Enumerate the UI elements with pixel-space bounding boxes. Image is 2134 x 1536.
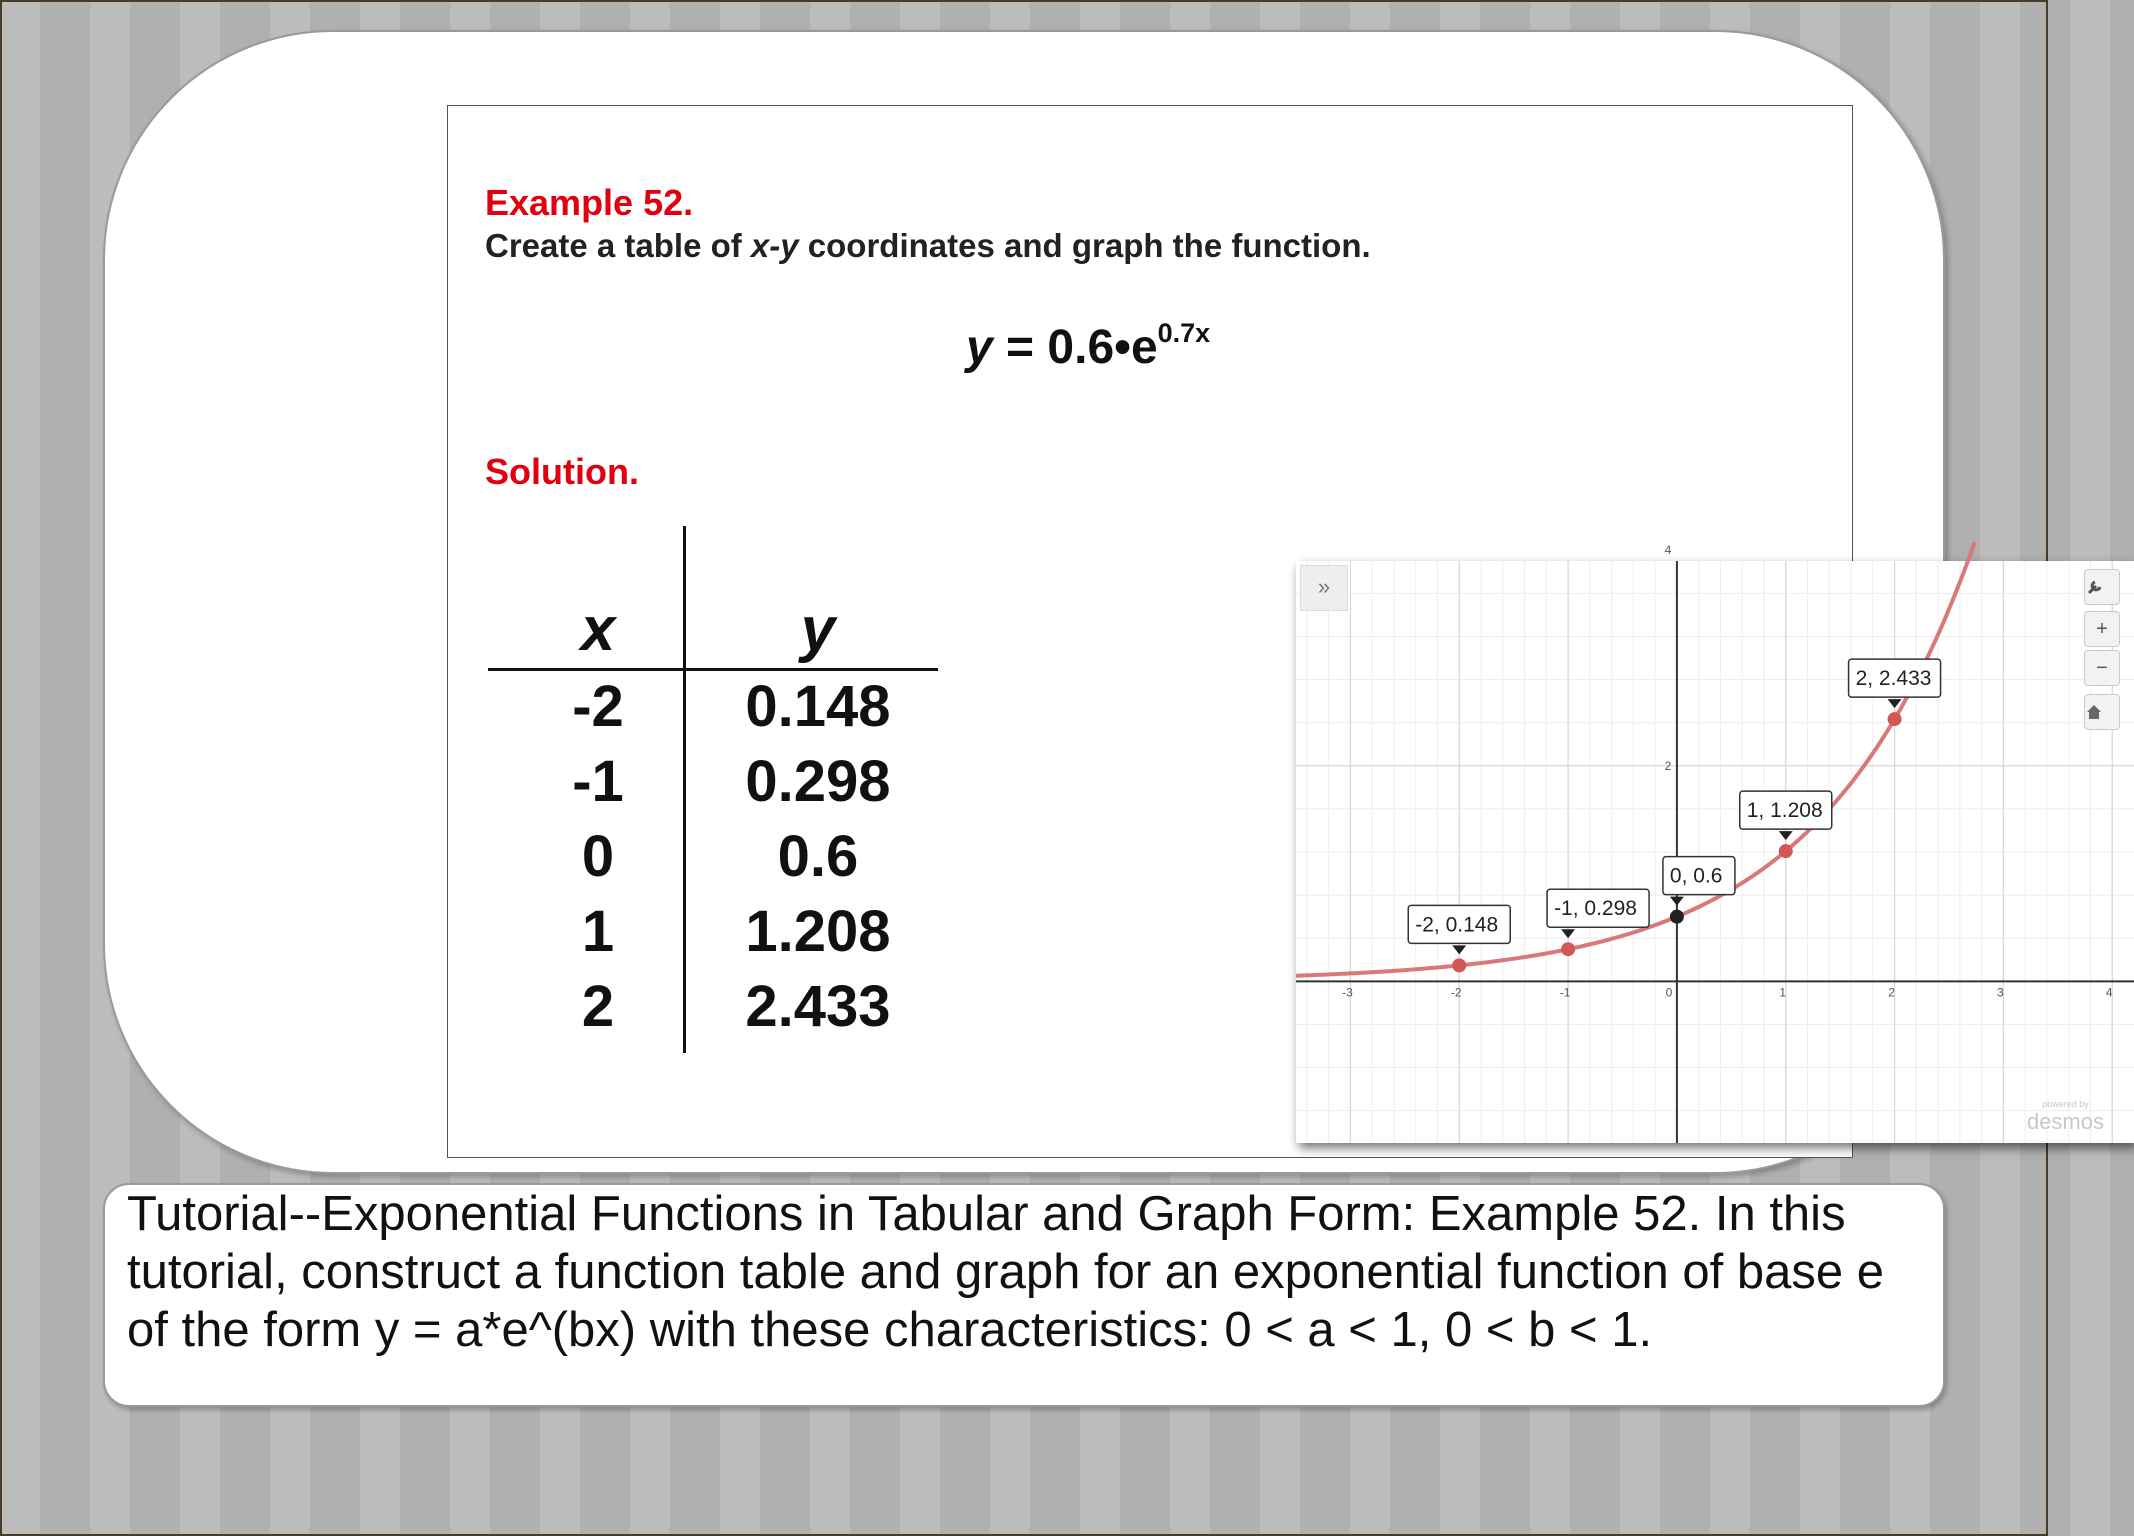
zoom-out-button[interactable]: − — [2084, 650, 2120, 686]
y-tick-label: 4 — [1664, 543, 1672, 558]
label-pointer — [1561, 929, 1575, 938]
example-instruction — [485, 227, 1371, 265]
table-cell-y: 1.208 — [745, 899, 891, 964]
table-cell-x: 1 — [581, 899, 615, 964]
y-tick-label: 2 — [1664, 758, 1672, 773]
zoom-in-button[interactable]: + — [2084, 611, 2120, 647]
table-header-y: y — [800, 595, 836, 664]
example-title: Example 52. — [485, 182, 694, 223]
graph-canvas[interactable] — [1296, 543, 2134, 1143]
wrench-icon[interactable] — [2084, 569, 2120, 605]
data-point — [1888, 712, 1902, 726]
instruction-prefix: Create a table of — [485, 227, 751, 264]
table-cell-x: 0 — [581, 824, 615, 889]
slide-content — [447, 105, 2113, 1158]
desmos-logo-text: desmos — [2026, 1109, 2104, 1134]
table-cell-y: 0.148 — [745, 674, 891, 739]
table-cell-x: -2 — [572, 674, 624, 739]
point-label: -2, 0.148 — [1415, 913, 1499, 937]
x-tick-label: 0 — [1665, 985, 1673, 1000]
data-point — [1779, 844, 1793, 858]
desmos-logo — [2027, 1100, 2104, 1135]
table-cell-y: 0.298 — [745, 749, 891, 814]
x-tick-label: 2 — [1888, 985, 1895, 1000]
label-pointer — [1670, 897, 1684, 906]
table-horizontal-rule — [488, 668, 938, 671]
caption-text: Tutorial--Exponential Functions in Tabular and Graph Form: Example 52. In this tutorial, construct a function table and graph for an exponential function of base e of the form y = a*e^(bx) with these characteristics: 0 < a < 1, 0 < b < 1. — [127, 1187, 1884, 1357]
table-header-x: x — [580, 595, 616, 664]
x-tick-label: 1 — [1779, 985, 1787, 1000]
table-cell-x: -1 — [572, 749, 624, 814]
function-formula — [966, 320, 1210, 375]
formula-rhs: = 0.6•e — [992, 321, 1158, 374]
table-cell-y: 0.6 — [777, 824, 859, 889]
slide-card — [103, 30, 2113, 1174]
x-tick-label: 3 — [1997, 985, 2004, 1000]
label-pointer — [1779, 831, 1793, 840]
x-tick-label: -1 — [1559, 985, 1571, 1000]
expand-panel-button[interactable]: » — [1300, 565, 1348, 611]
point-label: 0, 0.6 — [1669, 864, 1723, 888]
table-cell-x: 2 — [581, 974, 615, 1039]
solution-title: Solution. — [485, 451, 639, 492]
data-point — [1452, 958, 1466, 972]
label-pointer — [1452, 945, 1466, 954]
instruction-suffix: coordinates and graph the function. — [798, 227, 1371, 264]
x-tick-label: -2 — [1450, 985, 1462, 1000]
home-icon[interactable] — [2084, 694, 2120, 730]
desmos-graph[interactable] — [1296, 543, 2134, 1143]
data-point — [1670, 910, 1684, 924]
desmos-logo-small: powered by — [2042, 1099, 2089, 1109]
data-point — [1561, 942, 1575, 956]
formula-exponent: 0.7x — [1157, 318, 1211, 348]
formula-lhs: y — [966, 321, 993, 374]
point-label: 2, 2.433 — [1855, 667, 1932, 691]
table-cell-y: 2.433 — [745, 974, 891, 1039]
point-label: 1, 1.208 — [1746, 799, 1823, 823]
x-tick-label: 4 — [2105, 985, 2113, 1000]
instruction-variable: x-y — [750, 227, 799, 264]
caption-box — [103, 1183, 1945, 1407]
xy-table — [488, 526, 938, 1056]
point-label: -1, 0.298 — [1554, 897, 1637, 921]
x-tick-label: -3 — [1342, 985, 1353, 1000]
table-vertical-rule — [683, 526, 686, 1053]
